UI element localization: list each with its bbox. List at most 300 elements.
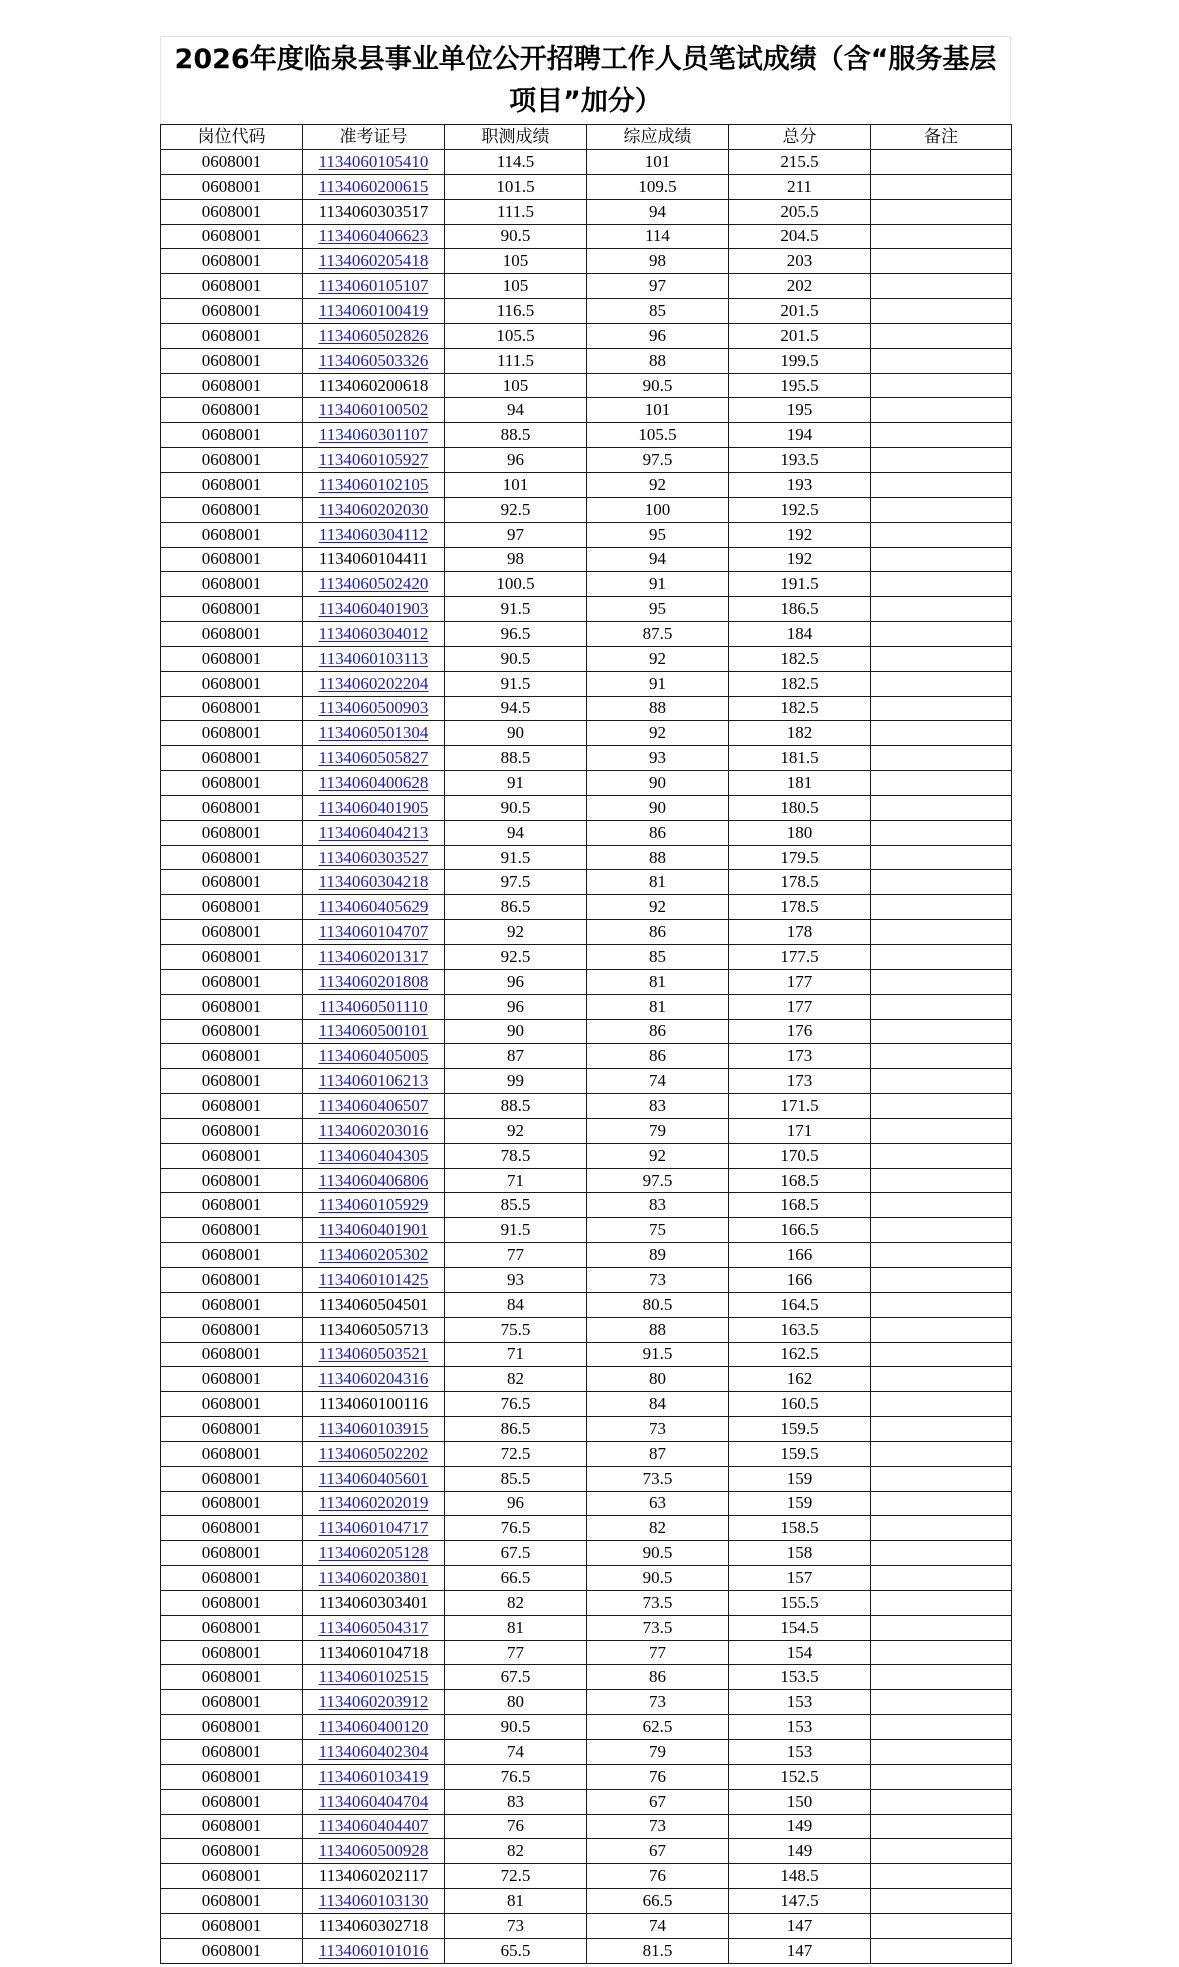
cell-total-score: 195.5	[729, 373, 871, 398]
table-body	[161, 150, 1012, 1964]
cell-comprehensive-score: 81	[587, 969, 729, 994]
cell-aptitude-score: 90.5	[445, 224, 587, 249]
table-row	[161, 746, 1012, 771]
table-row	[161, 1317, 1012, 1342]
cell-ticket-number	[303, 1267, 445, 1292]
table-row	[161, 398, 1012, 423]
cell-total-score: 181.5	[729, 746, 871, 771]
cell-remarks	[871, 224, 1012, 249]
cell-ticket-number: 1134060104718	[303, 1640, 445, 1665]
cell-aptitude-score: 88.5	[445, 423, 587, 448]
ticket-number-link[interactable]: 1134060203912	[318, 1692, 429, 1712]
cell-remarks	[871, 572, 1012, 597]
ticket-number-link[interactable]: 1134060402304	[318, 1741, 429, 1761]
cell-aptitude-score: 92.5	[445, 945, 587, 970]
cell-comprehensive-score: 90.5	[587, 1541, 729, 1566]
cell-post-code: 0608001	[161, 199, 303, 224]
ticket-number-link[interactable]: 1134060103113	[318, 648, 429, 668]
cell-aptitude-score: 111.5	[445, 348, 587, 373]
cell-post-code: 0608001	[161, 497, 303, 522]
ticket-number-link[interactable]: 1134060503521	[318, 1344, 429, 1364]
ticket-number-link[interactable]: 1134060202030	[318, 499, 429, 519]
cell-comprehensive-score: 92	[587, 721, 729, 746]
cell-aptitude-score: 90.5	[445, 795, 587, 820]
cell-comprehensive-score: 105.5	[587, 423, 729, 448]
cell-post-code: 0608001	[161, 348, 303, 373]
table-row	[161, 1938, 1012, 1963]
cell-ticket-number: 1134060202117	[303, 1864, 445, 1889]
cell-post-code: 0608001	[161, 1789, 303, 1814]
ticket-number-link[interactable]: 1134060303527	[318, 847, 429, 867]
table-row	[161, 1615, 1012, 1640]
ticket-number-link[interactable]: 1134060205418	[318, 251, 429, 271]
ticket-number-link[interactable]: 1134060104717	[318, 1518, 429, 1538]
ticket-number-link[interactable]: 1134060103130	[318, 1890, 429, 1910]
cell-total-score: 203	[729, 249, 871, 274]
cell-ticket-number	[303, 1889, 445, 1914]
ticket-number-link[interactable]: 1134060504317	[318, 1617, 429, 1637]
cell-comprehensive-score: 91	[587, 572, 729, 597]
cell-aptitude-score: 71	[445, 1168, 587, 1193]
cell-total-score: 166	[729, 1243, 871, 1268]
cell-remarks	[871, 795, 1012, 820]
cell-total-score: 201.5	[729, 323, 871, 348]
cell-comprehensive-score: 73	[587, 1690, 729, 1715]
cell-total-score: 159.5	[729, 1441, 871, 1466]
cell-ticket-number	[303, 1168, 445, 1193]
cell-post-code: 0608001	[161, 1938, 303, 1963]
table-row	[161, 522, 1012, 547]
ticket-number-link[interactable]: 1134060103915	[318, 1418, 429, 1438]
cell-aptitude-score: 105	[445, 373, 587, 398]
cell-aptitude-score: 85.5	[445, 1193, 587, 1218]
cell-comprehensive-score: 79	[587, 1740, 729, 1765]
table-row	[161, 472, 1012, 497]
ticket-number-link[interactable]: 1134060500903	[318, 698, 429, 718]
table-row	[161, 1044, 1012, 1069]
table-row	[161, 622, 1012, 647]
cell-total-score: 186.5	[729, 597, 871, 622]
ticket-number-link[interactable]: 1134060404213	[318, 822, 429, 842]
ticket-number-link[interactable]: 1134060104707	[318, 922, 429, 942]
ticket-number-link[interactable]: 1134060400120	[318, 1717, 429, 1737]
cell-ticket-number	[303, 1665, 445, 1690]
ticket-number-link[interactable]: 1134060204316	[318, 1369, 429, 1389]
table-row	[161, 597, 1012, 622]
cell-remarks	[871, 994, 1012, 1019]
cell-remarks	[871, 1541, 1012, 1566]
cell-post-code: 0608001	[161, 1839, 303, 1864]
table-row	[161, 1864, 1012, 1889]
col-header-aptitude-score: 职测成绩	[445, 125, 587, 150]
cell-remarks	[871, 150, 1012, 175]
cell-aptitude-score: 73	[445, 1913, 587, 1938]
cell-remarks	[871, 1019, 1012, 1044]
cell-ticket-number	[303, 820, 445, 845]
cell-post-code: 0608001	[161, 845, 303, 870]
cell-aptitude-score: 74	[445, 1740, 587, 1765]
ticket-number-link[interactable]: 1134060203016	[318, 1120, 429, 1140]
cell-aptitude-score: 72.5	[445, 1864, 587, 1889]
table-row	[161, 174, 1012, 199]
ticket-number-link[interactable]: 1134060304218	[318, 872, 429, 892]
cell-ticket-number: 1134060303517	[303, 199, 445, 224]
cell-ticket-number	[303, 323, 445, 348]
cell-remarks	[871, 845, 1012, 870]
ticket-number-link[interactable]: 1134060405005	[318, 1046, 429, 1066]
cell-ticket-number	[303, 1541, 445, 1566]
cell-ticket-number	[303, 945, 445, 970]
table-row	[161, 150, 1012, 175]
cell-remarks	[871, 1218, 1012, 1243]
ticket-number-link[interactable]: 1134060201317	[318, 946, 429, 966]
cell-post-code: 0608001	[161, 423, 303, 448]
cell-comprehensive-score: 101	[587, 398, 729, 423]
table-row	[161, 1069, 1012, 1094]
cell-ticket-number: 1134060504501	[303, 1292, 445, 1317]
cell-post-code: 0608001	[161, 721, 303, 746]
ticket-number-link[interactable]: 1134060502826	[318, 325, 429, 345]
ticket-number-link[interactable]: 1134060105927	[318, 450, 429, 470]
cell-post-code: 0608001	[161, 1814, 303, 1839]
table-row	[161, 696, 1012, 721]
ticket-number-link[interactable]: 1134060400628	[318, 773, 429, 793]
page-title: 2026年度临泉县事业单位公开招聘工作人员笔试成绩（含“服务基层项目”加分）	[174, 43, 997, 117]
ticket-number-link[interactable]: 1134060200615	[318, 176, 429, 196]
ticket-number-link[interactable]: 1134060406507	[318, 1095, 429, 1115]
cell-post-code: 0608001	[161, 870, 303, 895]
cell-total-score: 164.5	[729, 1292, 871, 1317]
cell-remarks	[871, 1317, 1012, 1342]
cell-remarks	[871, 174, 1012, 199]
cell-remarks	[871, 1690, 1012, 1715]
cell-aptitude-score: 94	[445, 820, 587, 845]
ticket-number-link[interactable]: 1134060505827	[318, 748, 429, 768]
cell-aptitude-score: 91.5	[445, 671, 587, 696]
cell-ticket-number	[303, 1491, 445, 1516]
ticket-number-link[interactable]: 1134060500928	[318, 1841, 429, 1861]
ticket-number-link[interactable]: 1134060401905	[318, 797, 429, 817]
cell-remarks	[871, 597, 1012, 622]
cell-ticket-number	[303, 1044, 445, 1069]
cell-total-score: 179.5	[729, 845, 871, 870]
cell-post-code: 0608001	[161, 994, 303, 1019]
cell-aptitude-score: 116.5	[445, 299, 587, 324]
cell-ticket-number	[303, 920, 445, 945]
cell-ticket-number	[303, 572, 445, 597]
cell-total-score: 154	[729, 1640, 871, 1665]
cell-aptitude-score: 96	[445, 969, 587, 994]
ticket-number-link[interactable]: 1134060404704	[318, 1791, 429, 1811]
cell-aptitude-score: 76	[445, 1814, 587, 1839]
cell-ticket-number	[303, 721, 445, 746]
table-row	[161, 249, 1012, 274]
cell-total-score: 193.5	[729, 448, 871, 473]
ticket-number-link[interactable]: 1134060205128	[318, 1543, 429, 1563]
cell-comprehensive-score: 88	[587, 1317, 729, 1342]
cell-aptitude-score: 90	[445, 721, 587, 746]
table-row	[161, 721, 1012, 746]
ticket-number-link[interactable]: 1134060401903	[318, 599, 429, 619]
ticket-number-link[interactable]: 1134060406806	[318, 1170, 429, 1190]
ticket-number-link[interactable]: 1134060401901	[318, 1220, 429, 1240]
ticket-number-link[interactable]: 1134060102105	[318, 474, 429, 494]
cell-ticket-number	[303, 1516, 445, 1541]
cell-total-score: 181	[729, 771, 871, 796]
cell-ticket-number	[303, 895, 445, 920]
cell-remarks	[871, 746, 1012, 771]
cell-total-score: 153	[729, 1715, 871, 1740]
cell-remarks	[871, 1392, 1012, 1417]
cell-post-code: 0608001	[161, 820, 303, 845]
cell-remarks	[871, 398, 1012, 423]
cell-aptitude-score: 96	[445, 1491, 587, 1516]
cell-comprehensive-score: 92	[587, 472, 729, 497]
ticket-number-link[interactable]: 1134060502202	[318, 1443, 429, 1463]
ticket-number-link[interactable]: 1134060301107	[318, 425, 429, 445]
score-document	[160, 36, 1011, 1964]
cell-ticket-number	[303, 249, 445, 274]
cell-ticket-number	[303, 1441, 445, 1466]
cell-ticket-number	[303, 994, 445, 1019]
ticket-number-link[interactable]: 1134060105410	[318, 151, 429, 171]
cell-remarks	[871, 323, 1012, 348]
cell-ticket-number	[303, 969, 445, 994]
ticket-number-link[interactable]: 1134060105107	[318, 276, 429, 296]
ticket-number-link[interactable]: 1134060501110	[319, 996, 428, 1016]
cell-total-score: 152.5	[729, 1764, 871, 1789]
cell-aptitude-score: 78.5	[445, 1143, 587, 1168]
ticket-number-link[interactable]: 1134060404407	[318, 1816, 429, 1836]
cell-comprehensive-score: 98	[587, 249, 729, 274]
cell-aptitude-score: 96	[445, 448, 587, 473]
cell-total-score: 168.5	[729, 1193, 871, 1218]
cell-aptitude-score: 81	[445, 1615, 587, 1640]
ticket-number-link[interactable]: 1134060103419	[318, 1766, 429, 1786]
cell-remarks	[871, 1864, 1012, 1889]
table-row	[161, 1814, 1012, 1839]
cell-total-score: 155.5	[729, 1590, 871, 1615]
cell-remarks	[871, 1118, 1012, 1143]
cell-aptitude-score: 67.5	[445, 1541, 587, 1566]
cell-total-score: 149	[729, 1814, 871, 1839]
cell-total-score: 150	[729, 1789, 871, 1814]
cell-comprehensive-score: 90	[587, 795, 729, 820]
cell-remarks	[871, 1243, 1012, 1268]
ticket-number-link[interactable]: 1134060101425	[318, 1269, 429, 1289]
ticket-number-link[interactable]: 1134060405629	[318, 897, 429, 917]
table-row	[161, 1118, 1012, 1143]
ticket-number-link[interactable]: 1134060202019	[318, 1493, 429, 1513]
cell-comprehensive-score: 83	[587, 1193, 729, 1218]
cell-aptitude-score: 91	[445, 771, 587, 796]
cell-total-score: 182	[729, 721, 871, 746]
cell-post-code: 0608001	[161, 945, 303, 970]
cell-post-code: 0608001	[161, 150, 303, 175]
cell-comprehensive-score: 73.5	[587, 1590, 729, 1615]
table-row	[161, 299, 1012, 324]
cell-remarks	[871, 547, 1012, 572]
ticket-number-link[interactable]: 1134060105929	[318, 1195, 429, 1215]
cell-ticket-number	[303, 1143, 445, 1168]
cell-aptitude-score: 65.5	[445, 1938, 587, 1963]
cell-remarks	[871, 1441, 1012, 1466]
cell-ticket-number	[303, 771, 445, 796]
cell-post-code: 0608001	[161, 299, 303, 324]
table-row	[161, 1417, 1012, 1442]
cell-total-score: 148.5	[729, 1864, 871, 1889]
cell-remarks	[871, 1367, 1012, 1392]
cell-remarks	[871, 423, 1012, 448]
ticket-number-link[interactable]: 1134060304012	[318, 623, 429, 643]
cell-ticket-number	[303, 1094, 445, 1119]
cell-post-code: 0608001	[161, 274, 303, 299]
cell-comprehensive-score: 76	[587, 1864, 729, 1889]
cell-total-score: 173	[729, 1069, 871, 1094]
ticket-number-link[interactable]: 1134060501304	[318, 723, 429, 743]
cell-comprehensive-score: 97.5	[587, 1168, 729, 1193]
cell-aptitude-score: 85.5	[445, 1466, 587, 1491]
cell-post-code: 0608001	[161, 448, 303, 473]
col-header-ticket-number: 准考证号	[303, 125, 445, 150]
cell-total-score: 182.5	[729, 696, 871, 721]
ticket-number-link[interactable]: 1134060100502	[318, 400, 429, 420]
table-row	[161, 1143, 1012, 1168]
table-row	[161, 448, 1012, 473]
table-row	[161, 1019, 1012, 1044]
cell-remarks	[871, 1740, 1012, 1765]
cell-total-score: 205.5	[729, 199, 871, 224]
cell-comprehensive-score: 80.5	[587, 1292, 729, 1317]
cell-ticket-number	[303, 522, 445, 547]
cell-remarks	[871, 622, 1012, 647]
cell-remarks	[871, 1094, 1012, 1119]
table-row	[161, 771, 1012, 796]
ticket-number-link[interactable]: 1134060205302	[318, 1245, 429, 1265]
cell-post-code: 0608001	[161, 597, 303, 622]
cell-ticket-number	[303, 746, 445, 771]
cell-ticket-number	[303, 174, 445, 199]
cell-aptitude-score: 94	[445, 398, 587, 423]
cell-comprehensive-score: 73.5	[587, 1615, 729, 1640]
cell-post-code: 0608001	[161, 1889, 303, 1914]
cell-ticket-number	[303, 1367, 445, 1392]
cell-aptitude-score: 90	[445, 1019, 587, 1044]
cell-post-code: 0608001	[161, 1094, 303, 1119]
cell-remarks	[871, 895, 1012, 920]
cell-total-score: 180	[729, 820, 871, 845]
cell-total-score: 191.5	[729, 572, 871, 597]
ticket-number-link[interactable]: 1134060101016	[318, 1940, 429, 1960]
cell-comprehensive-score: 85	[587, 299, 729, 324]
cell-total-score: 201.5	[729, 299, 871, 324]
cell-remarks	[871, 1491, 1012, 1516]
cell-ticket-number	[303, 1715, 445, 1740]
ticket-number-link[interactable]: 1134060203801	[318, 1568, 429, 1588]
ticket-number-link[interactable]: 1134060406623	[318, 226, 429, 246]
ticket-number-link[interactable]: 1134060503326	[318, 350, 429, 370]
cell-ticket-number	[303, 274, 445, 299]
cell-aptitude-score: 96.5	[445, 622, 587, 647]
table-row	[161, 1590, 1012, 1615]
cell-comprehensive-score: 86	[587, 1665, 729, 1690]
cell-remarks	[871, 348, 1012, 373]
cell-aptitude-score: 88.5	[445, 746, 587, 771]
cell-ticket-number	[303, 671, 445, 696]
cell-aptitude-score: 86.5	[445, 895, 587, 920]
cell-post-code: 0608001	[161, 1342, 303, 1367]
cell-ticket-number	[303, 1839, 445, 1864]
ticket-number-link[interactable]: 1134060502420	[318, 574, 429, 594]
cell-remarks	[871, 1665, 1012, 1690]
cell-post-code: 0608001	[161, 1143, 303, 1168]
ticket-number-link[interactable]: 1134060202204	[318, 673, 429, 693]
cell-total-score: 177.5	[729, 945, 871, 970]
cell-post-code: 0608001	[161, 1516, 303, 1541]
cell-aptitude-score: 99	[445, 1069, 587, 1094]
table-row	[161, 895, 1012, 920]
cell-total-score: 182.5	[729, 671, 871, 696]
cell-post-code: 0608001	[161, 1118, 303, 1143]
table-row	[161, 920, 1012, 945]
cell-comprehensive-score: 86	[587, 1019, 729, 1044]
cell-aptitude-score: 72.5	[445, 1441, 587, 1466]
ticket-number-link[interactable]: 1134060201808	[318, 971, 429, 991]
cell-remarks	[871, 1292, 1012, 1317]
cell-comprehensive-score: 85	[587, 945, 729, 970]
cell-remarks	[871, 1069, 1012, 1094]
cell-comprehensive-score: 100	[587, 497, 729, 522]
cell-post-code: 0608001	[161, 746, 303, 771]
cell-comprehensive-score: 86	[587, 920, 729, 945]
ticket-number-link[interactable]: 1134060404305	[318, 1145, 429, 1165]
cell-aptitude-score: 81	[445, 1889, 587, 1914]
ticket-number-link[interactable]: 1134060106213	[318, 1071, 429, 1091]
cell-ticket-number	[303, 150, 445, 175]
cell-ticket-number	[303, 1814, 445, 1839]
cell-total-score: 159.5	[729, 1417, 871, 1442]
cell-post-code: 0608001	[161, 671, 303, 696]
table-row	[161, 945, 1012, 970]
cell-aptitude-score: 92	[445, 1118, 587, 1143]
table-row	[161, 870, 1012, 895]
ticket-number-link[interactable]: 1134060102515	[318, 1667, 429, 1687]
table-row	[161, 1267, 1012, 1292]
cell-post-code: 0608001	[161, 547, 303, 572]
cell-comprehensive-score: 87.5	[587, 622, 729, 647]
ticket-number-link[interactable]: 1134060100419	[318, 300, 429, 320]
cell-aptitude-score: 88.5	[445, 1094, 587, 1119]
cell-total-score: 158.5	[729, 1516, 871, 1541]
ticket-number-link[interactable]: 1134060500101	[318, 1021, 429, 1041]
cell-post-code: 0608001	[161, 1317, 303, 1342]
cell-aptitude-score: 105	[445, 249, 587, 274]
cell-ticket-number	[303, 1193, 445, 1218]
cell-remarks	[871, 1764, 1012, 1789]
col-header-remarks: 备注	[871, 125, 1012, 150]
table-row	[161, 1665, 1012, 1690]
table-row	[161, 1367, 1012, 1392]
ticket-number-link[interactable]: 1134060304112	[318, 524, 429, 544]
cell-total-score: 157	[729, 1566, 871, 1591]
cell-comprehensive-score: 92	[587, 1143, 729, 1168]
cell-aptitude-score: 91.5	[445, 597, 587, 622]
cell-total-score: 162.5	[729, 1342, 871, 1367]
cell-ticket-number	[303, 646, 445, 671]
cell-total-score: 178	[729, 920, 871, 945]
ticket-number-link[interactable]: 1134060405601	[318, 1468, 429, 1488]
cell-total-score: 193	[729, 472, 871, 497]
